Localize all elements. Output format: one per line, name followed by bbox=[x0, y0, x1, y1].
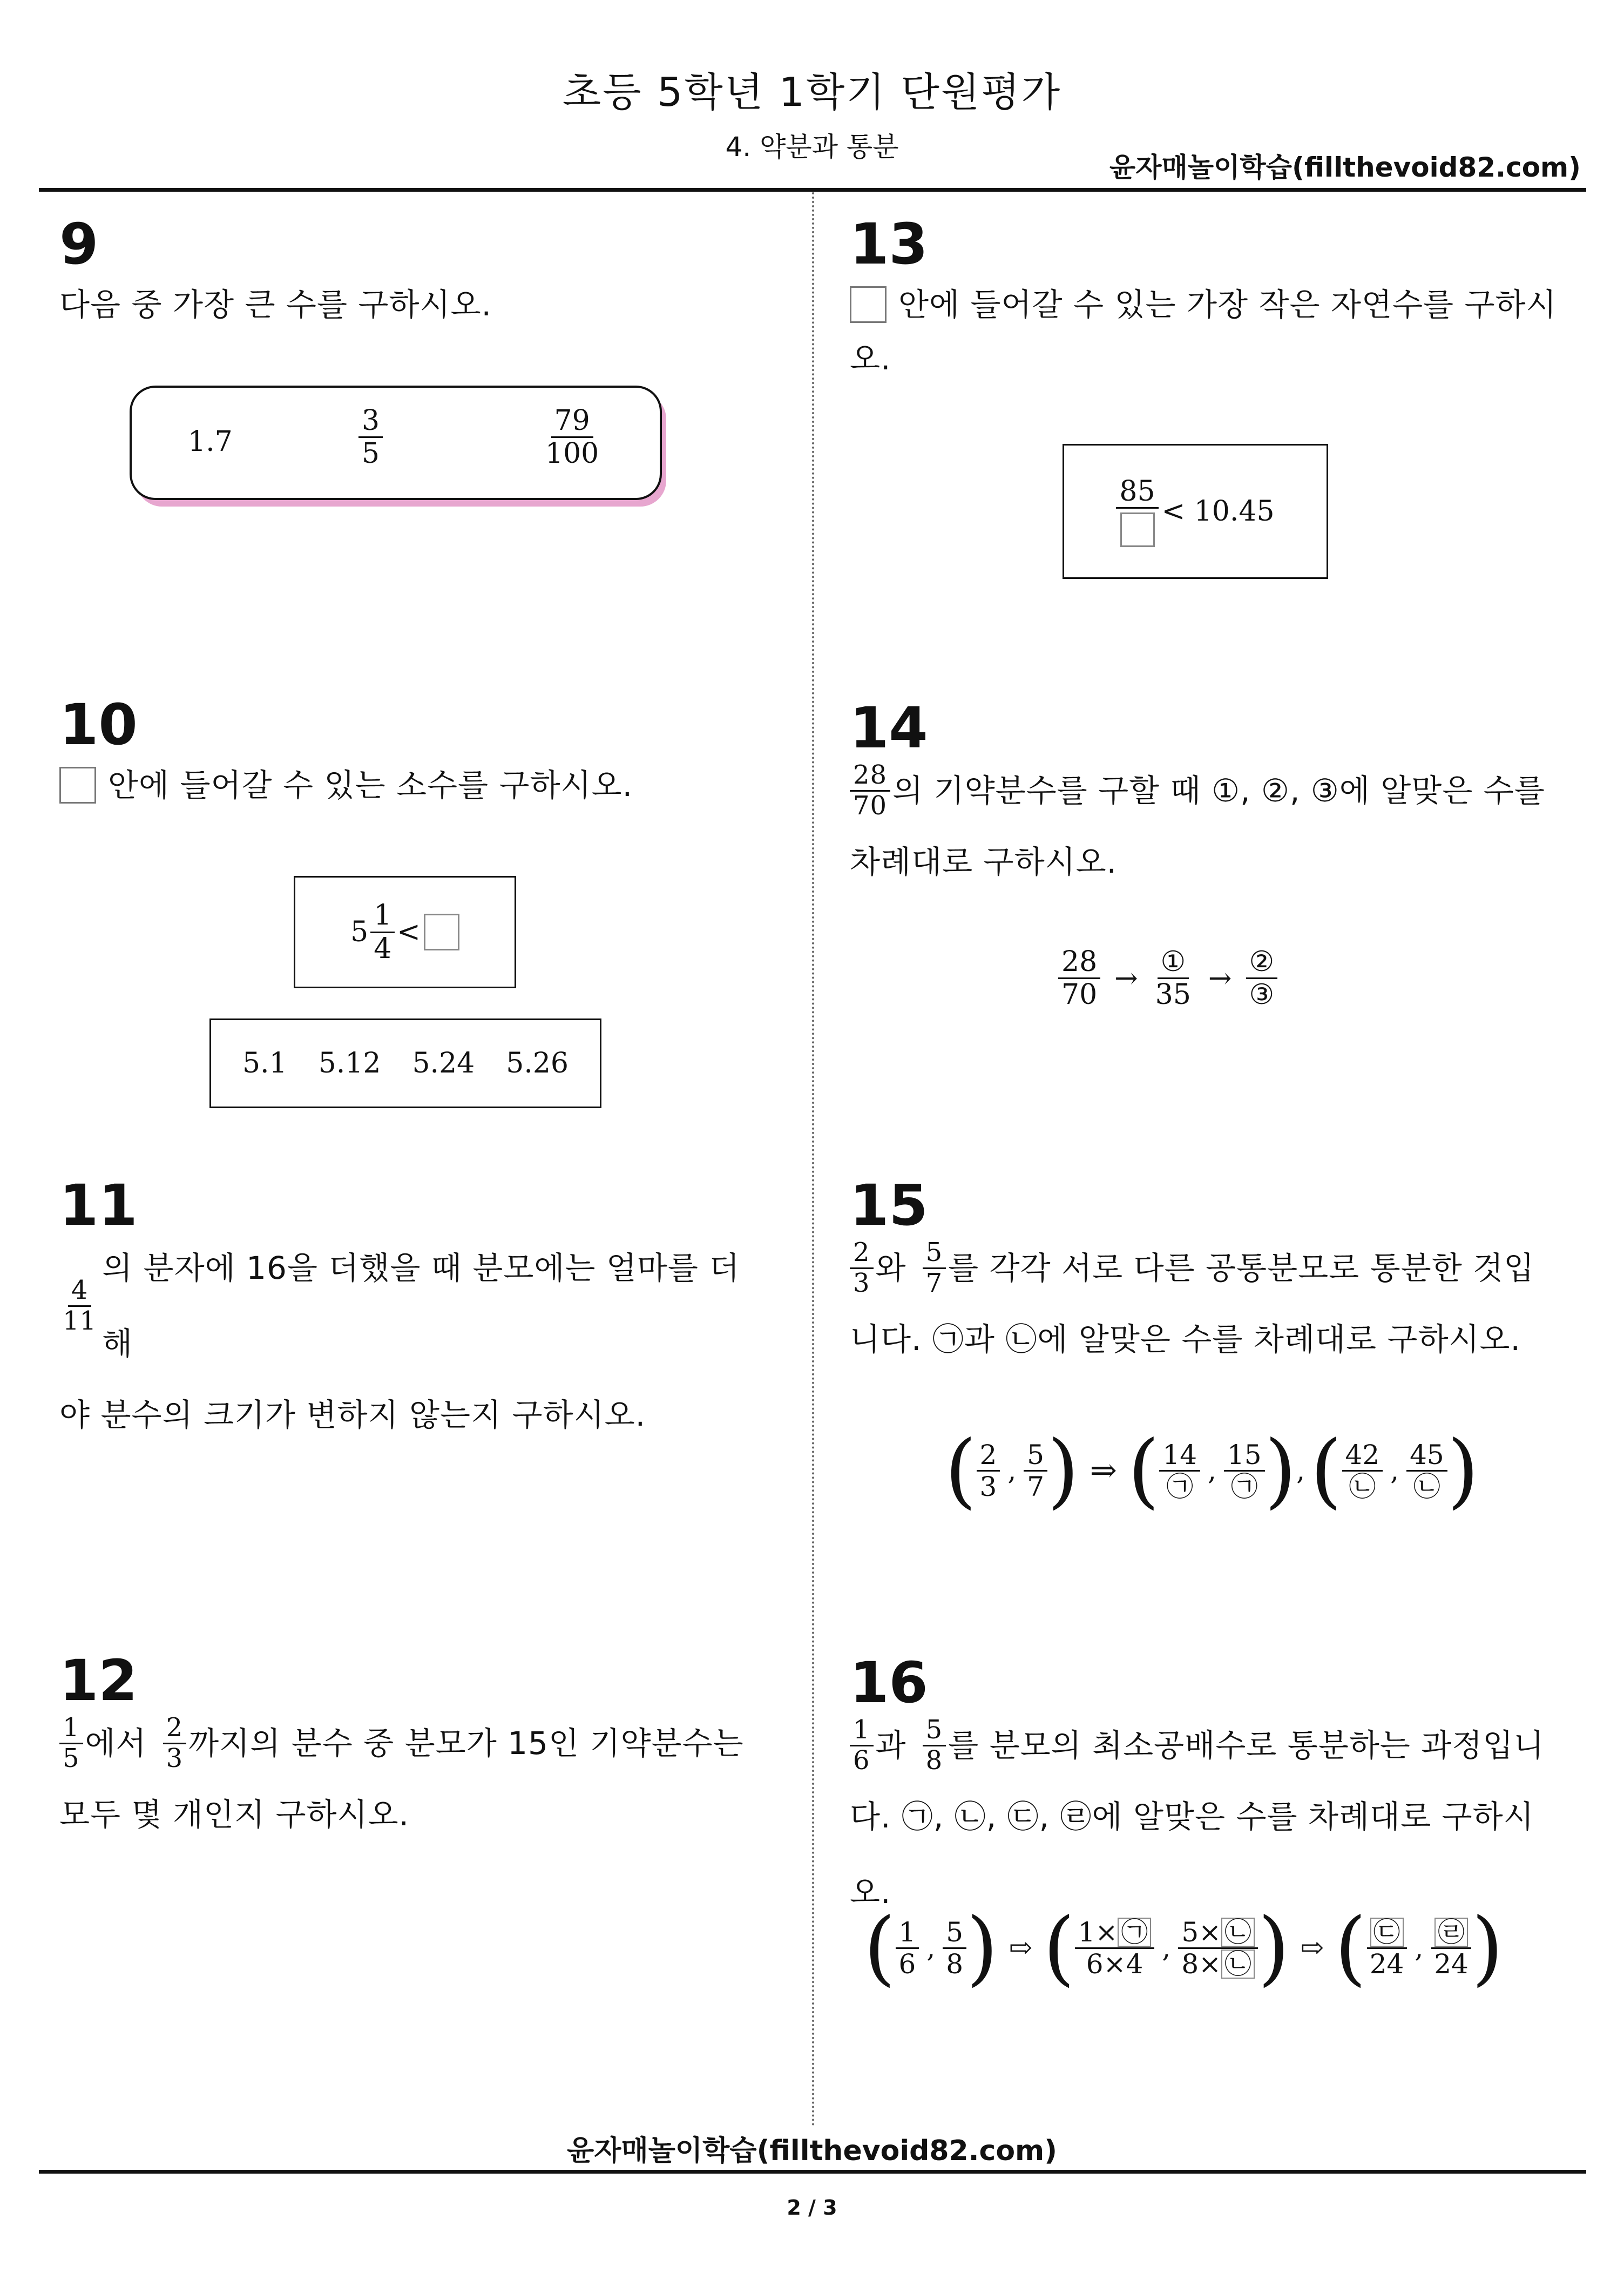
q16-equation: ( $\frac{1}{6}$ , $\frac{5}{8}$ ) ⇨ ( $\frac{1\times ㉠}{6\times 4}$ , $\frac{5\times ㉡}{8\times ㉡}$ ) ⇨ ( $\frac{㉢}{24}$ , $\frac{㉣}{24}$ ) bbox=[864, 1901, 1504, 1995]
arrow-icon: ⇨ bbox=[1009, 1932, 1033, 1964]
question-number: 11 bbox=[59, 1172, 138, 1238]
question-15: 15 $\frac{2}{3}$ 와 $\frac{5}{7}$ 를 각각 서로 다른 공통분모로 통분한 것입 니다. ㉠과 ㉡에 알맞은 수를 차례대로 구하시오. bbox=[850, 1177, 1562, 1377]
question-12: 12 $\frac{1}{5}$ 에서 $\frac{2}{3}$ 까지의 분수 중 분모가 15인 기약분수는 모두 몇 개인지 구하시오. bbox=[59, 1652, 761, 1852]
question-text-line2: 모두 몇 개인지 구하시오. bbox=[59, 1796, 410, 1833]
question-number: 10 bbox=[59, 692, 138, 758]
arrow-icon: → bbox=[1114, 962, 1138, 995]
q13-expression-box: 85 < 10.45 bbox=[1063, 444, 1328, 579]
question-text-line2: 오. bbox=[850, 340, 891, 377]
question-9 bbox=[59, 211, 783, 342]
question-10 bbox=[59, 692, 783, 823]
answer-blank-square bbox=[1120, 512, 1155, 547]
fraction-1-6: $\frac{1}{6}$ bbox=[850, 1716, 874, 1776]
fraction-5-8: $\frac{5}{8}$ bbox=[923, 1716, 946, 1776]
fraction-2-3: $\frac{2}{3}$ bbox=[163, 1714, 187, 1773]
choice-fraction-79-100: $\frac{79}{100}$ bbox=[545, 404, 599, 470]
choice-decimal: 1.7 bbox=[188, 426, 233, 458]
column-divider bbox=[812, 192, 814, 2128]
fraction-28-70: $\frac{28}{70}$ bbox=[850, 761, 890, 821]
header-divider bbox=[39, 188, 1586, 192]
question-number: 16 bbox=[850, 1650, 928, 1716]
question-number: 9 bbox=[59, 211, 99, 277]
answer-blank-square bbox=[59, 767, 96, 804]
option-1: 5.1 bbox=[242, 1047, 287, 1080]
question-text-line2: 다. ㉠, ㉡, ㉢, ㉣에 알맞은 수를 차례대로 구하시오. bbox=[850, 1798, 1534, 1911]
question-number: 15 bbox=[850, 1172, 928, 1238]
question-number: 13 bbox=[850, 211, 928, 277]
question-11 bbox=[59, 1172, 761, 1453]
option-3: 5.24 bbox=[412, 1047, 475, 1080]
page-title: 초등 5학년 1학기 단원평가 bbox=[562, 69, 1062, 116]
choice-fraction-3-5: $\frac{3}{5}$ bbox=[358, 405, 383, 469]
fraction-2-3: $\frac{2}{3}$ bbox=[850, 1238, 874, 1298]
mixed-fraction: $\frac{1}{4}$ bbox=[370, 900, 395, 964]
arrow-icon: → bbox=[1208, 962, 1232, 995]
question-number: 12 bbox=[59, 1648, 138, 1714]
question-text-line1: 의 분자에 16을 더했을 때 분모에는 얼마를 더해 bbox=[102, 1250, 740, 1362]
question-text-line1: 를 각각 서로 다른 공통분모로 통분한 것입 bbox=[948, 1250, 1535, 1286]
question-text-line1: 안에 들어갈 수 있는 가장 작은 자연수를 구하시 bbox=[898, 286, 1557, 323]
q10-expression-box: 5 $\frac{1}{4}$ < bbox=[294, 876, 516, 988]
question-14 bbox=[850, 695, 1562, 900]
question-text-line2: 야 분수의 크기가 변하지 않는지 구하시오. bbox=[59, 1397, 646, 1433]
header-site-label: 윤자매놀이학습(fillthevoid82.com) bbox=[1109, 152, 1581, 183]
arrow-icon: ⇨ bbox=[1300, 1932, 1324, 1964]
option-2: 5.12 bbox=[318, 1047, 381, 1080]
question-text: 다음 중 가장 큰 수를 구하시오. bbox=[59, 286, 492, 323]
question-text-line1: 를 분모의 최소공배수로 통분하는 과정입니 bbox=[948, 1727, 1545, 1764]
question-number: 14 bbox=[850, 695, 928, 761]
footer-site-label: 윤자매놀이학습(fillthevoid82.com) bbox=[566, 2135, 1057, 2167]
question-13 bbox=[850, 211, 1562, 396]
q14-reduction-chain: $\frac{28}{70}$ → $\frac{\text{①}}{35}$ → $\frac{\text{②}}{\text{③}}$ bbox=[1058, 946, 1277, 1010]
fraction-5-7: $\frac{5}{7}$ bbox=[923, 1238, 946, 1298]
answer-blank-square bbox=[850, 286, 887, 323]
question-text: 안에 들어갈 수 있는 소수를 구하시오. bbox=[108, 767, 633, 804]
fraction-4-11: $\frac{4}{11}$ bbox=[63, 1274, 97, 1336]
q9-choices-box bbox=[130, 386, 662, 500]
question-text-line2: 니다. ㉠과 ㉡에 알맞은 수를 차례대로 구하시오. bbox=[850, 1321, 1521, 1358]
implies-arrow-icon: ⇒ bbox=[1090, 1452, 1117, 1489]
answer-blank-square bbox=[424, 914, 459, 950]
q10-options-box bbox=[209, 1018, 601, 1108]
footer-divider bbox=[39, 2170, 1586, 2174]
question-text-line2: 차례대로 구하시오. bbox=[850, 844, 1118, 880]
option-4: 5.26 bbox=[506, 1047, 569, 1080]
page-number: 2 / 3 bbox=[787, 2196, 837, 2220]
fraction-1-5: $\frac{1}{5}$ bbox=[59, 1714, 83, 1773]
question-text-line1: 의 기약분수를 구할 때 ①, ②, ③에 알맞은 수를 bbox=[892, 772, 1545, 809]
question-16: 16 $\frac{1}{6}$ 과 $\frac{5}{8}$ 를 분모의 최소공배수로 통분하는 과정입니 다. ㉠, ㉡, ㉢, ㉣에 알맞은 수를 차례대로 구하시오. bbox=[850, 1655, 1562, 1930]
q15-equation: ( $\frac{2}{3}$ , $\frac{5}{7}$ ) ⇒ ( $\frac{14}{㉠}$ , $\frac{15}{㉠}$ ) , ( $\frac{42}{㉡}$ , $\frac{45}{㉡}$ ) bbox=[945, 1424, 1479, 1517]
question-text-line1: 까지의 분수 중 분모가 15인 기약분수는 bbox=[188, 1725, 744, 1762]
page-subtitle: 4. 약분과 통분 bbox=[725, 131, 899, 163]
page-header bbox=[0, 0, 1624, 194]
